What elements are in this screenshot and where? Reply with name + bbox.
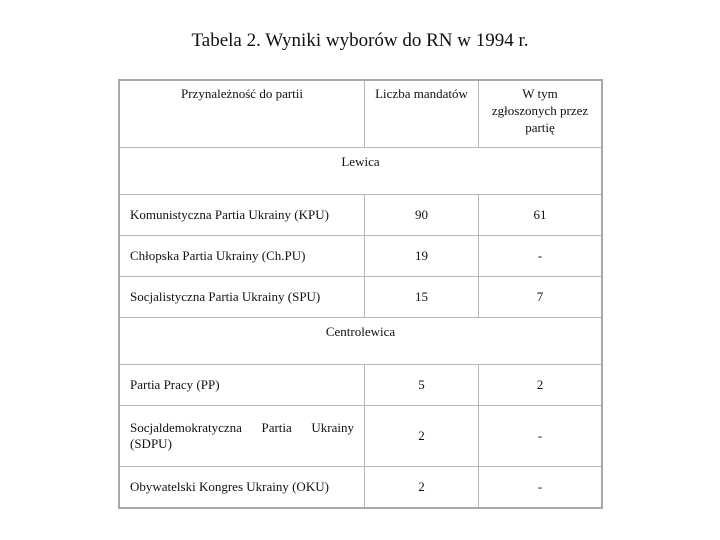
header-nominated: W tym zgłoszonych przez partię (479, 80, 603, 148)
party-cell: Partia Pracy (PP) (119, 365, 365, 406)
seats-cell: 2 (365, 467, 479, 509)
nominated-cell: 61 (479, 195, 603, 236)
header-seats: Liczba mandatów (365, 80, 479, 148)
header-party: Przynależność do partii (119, 80, 365, 148)
table-row (119, 365, 602, 406)
party-cell: Komunistyczna Partia Ukrainy (KPU) (119, 195, 365, 236)
group-row (119, 148, 602, 195)
table-row (119, 467, 602, 509)
nominated-cell: 7 (479, 277, 603, 318)
group-name: Centrolewica (119, 318, 602, 365)
seats-cell: 90 (365, 195, 479, 236)
nominated-cell: - (479, 236, 603, 277)
group-row (119, 318, 602, 365)
election-results-table (118, 79, 603, 509)
seats-cell: 15 (365, 277, 479, 318)
seats-cell: 19 (365, 236, 479, 277)
table-row (119, 236, 602, 277)
party-cell: Obywatelski Kongres Ukrainy (OKU) (119, 467, 365, 509)
table-row (119, 406, 602, 467)
table-title: Tabela 2. Wyniki wyborów do RN w 1994 r. (191, 30, 529, 51)
table-row (119, 195, 602, 236)
seats-cell: 2 (365, 406, 479, 467)
nominated-cell: - (479, 467, 603, 509)
seats-cell: 5 (365, 365, 479, 406)
nominated-cell: 2 (479, 365, 603, 406)
nominated-cell: - (479, 406, 603, 467)
party-cell: Socjaldemokratyczna Partia Ukrainy (SDPU) (119, 406, 365, 467)
group-name: Lewica (119, 148, 602, 195)
party-cell: Socjalistyczna Partia Ukrainy (SPU) (119, 277, 365, 318)
table-row (119, 277, 602, 318)
header-row (119, 80, 602, 148)
party-cell: Chłopska Partia Ukrainy (Ch.PU) (119, 236, 365, 277)
